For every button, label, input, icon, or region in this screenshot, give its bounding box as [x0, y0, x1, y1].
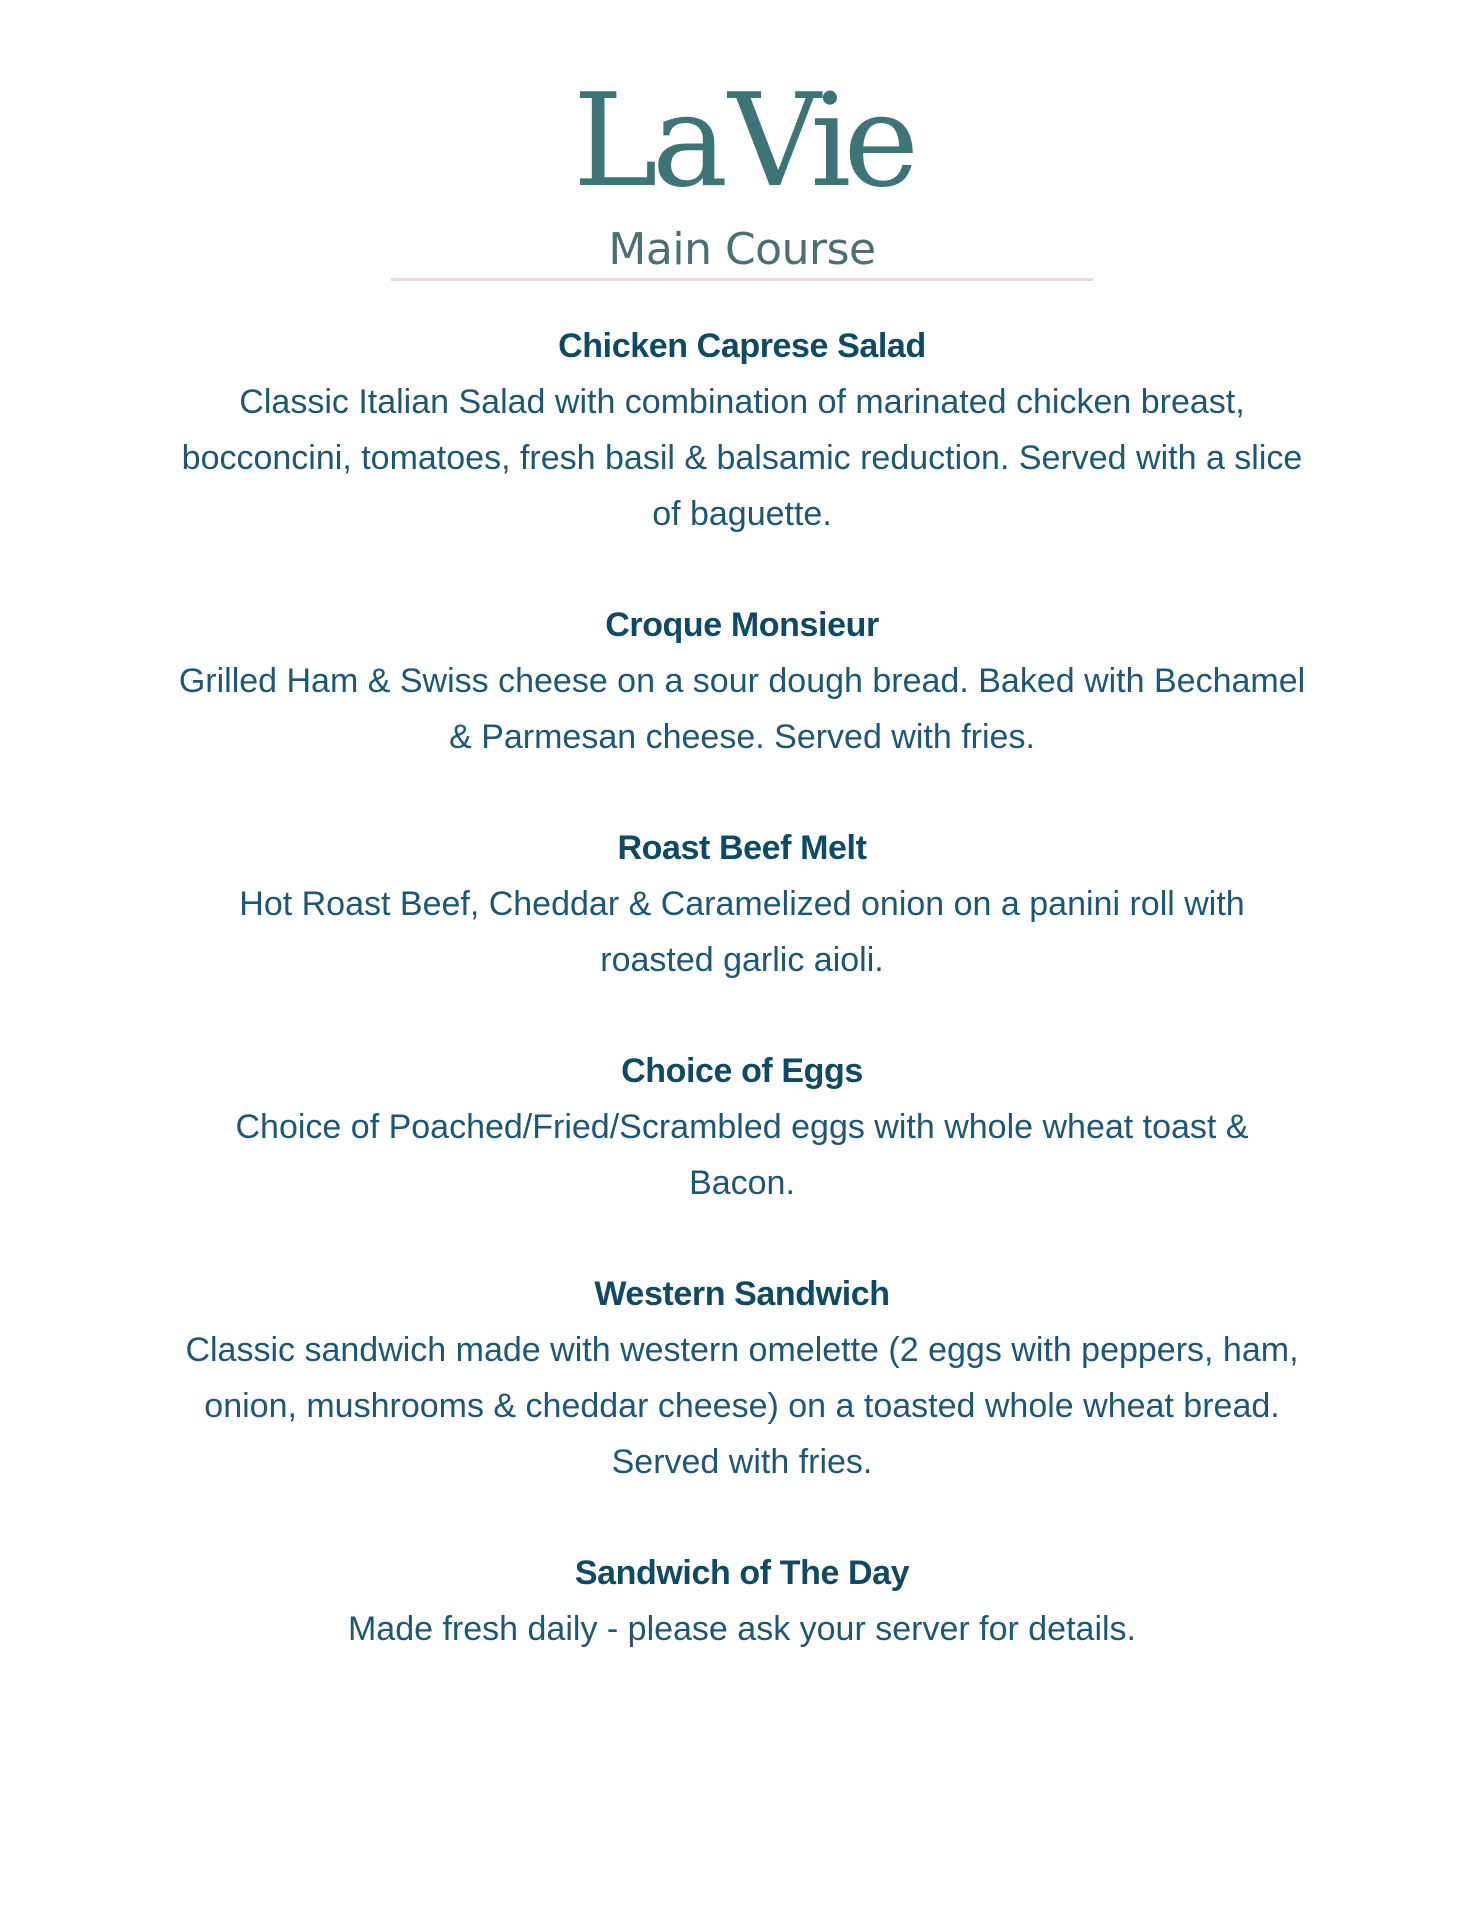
menu-item-name: Sandwich of The Day [574, 1554, 910, 1592]
section-title: Main Course [608, 224, 876, 275]
menu-item-description: Grilled Ham & Swiss cheese on a sour dough bread. Baked with Bechamel & Parmesan cheese. Served with fries. [178, 662, 1306, 756]
brand-logo [0, 67, 1484, 216]
menu-item-description: Choice of Poached/Fried/Scrambled eggs with whole wheat toast & Bacon. [235, 1108, 1249, 1202]
menu-item-description: Classic Italian Salad with combination of marinated chicken breast, bocconcini, tomatoes, fresh basil & balsamic reduction. Served with a slice of baguette. [181, 383, 1303, 533]
menu-item-description: Classic sandwich made with western omelette (2 eggs with peppers, ham, onion, mushrooms & cheddar cheese) on a toasted whole wheat bread. Served with fries. [185, 1331, 1299, 1481]
menu-item-name: Croque Monsieur [605, 606, 879, 644]
brand-logo-part2: Vie [728, 67, 912, 216]
brand-logo-part1: La [572, 67, 723, 216]
menu-item-name: Roast Beef Melt [617, 829, 867, 867]
menu-item-description: Hot Roast Beef, Cheddar & Caramelized onion on a panini roll with roasted garlic aioli. [239, 885, 1245, 979]
menu-item [160, 1266, 1324, 1490]
menu-item-description: Made fresh daily - please ask your server for details. [347, 1610, 1136, 1648]
menu-item [160, 1043, 1324, 1211]
menu-item-name: Chicken Caprese Salad [558, 327, 926, 365]
menu-item [160, 820, 1324, 988]
menu-list [160, 318, 1324, 1712]
menu-item-name: Choice of Eggs [621, 1052, 863, 1090]
menu-item [160, 1545, 1324, 1657]
menu-item-name: Western Sandwich [594, 1275, 890, 1313]
menu-item [160, 597, 1324, 765]
menu-item [160, 318, 1324, 542]
title-divider [391, 278, 1093, 281]
